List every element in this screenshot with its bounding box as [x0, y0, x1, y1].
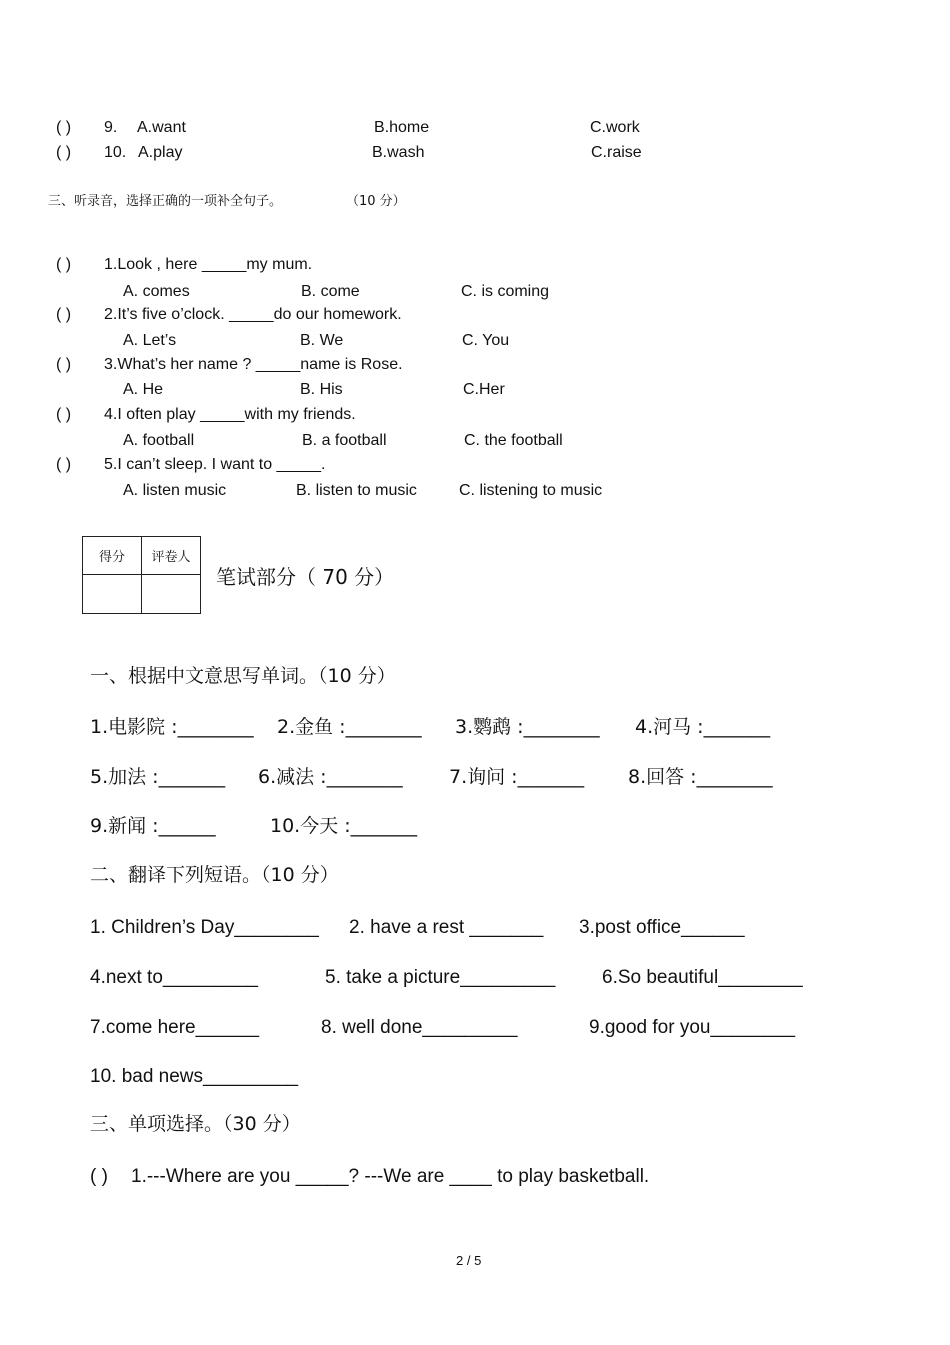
phrase-item: 4.next to_________: [90, 967, 258, 988]
vocab-item: 9.新闻 :______: [90, 815, 216, 837]
option-b: B. a football: [302, 432, 387, 449]
question-number: 9.: [104, 119, 118, 136]
phrase-item: 9.good for you________: [589, 1017, 796, 1038]
grader-label: 评卷人: [142, 537, 201, 575]
question-text: 4.I often play _____with my friends.: [104, 406, 356, 423]
written-part-title: 笔试部分（ 70 分）: [216, 565, 395, 589]
part1-heading: 一、根据中文意思写单词。（10 分）: [90, 665, 396, 687]
option-c: C. is coming: [461, 283, 550, 300]
score-cell: [83, 575, 142, 614]
answer-paren: ( ): [90, 1166, 108, 1187]
vocab-item: 3.鹦鹉 :________: [455, 716, 600, 738]
part3-heading: 三、单项选择。（30 分）: [90, 1113, 301, 1135]
answer-paren: ( ): [56, 406, 72, 423]
section-points: （10 分）: [346, 194, 406, 209]
answer-paren: ( ): [56, 456, 72, 473]
answer-paren: ( ): [56, 306, 72, 323]
page-number: 2 / 5: [456, 1253, 482, 1268]
vocab-item: 2.金鱼 :________: [277, 716, 422, 738]
option-b: B. We: [300, 332, 344, 349]
option-b: B. come: [301, 283, 360, 300]
vocab-item: 4.河马 :_______: [635, 716, 771, 738]
question-text: 3.What’s her name ? _____name is Rose.: [104, 356, 403, 373]
phrase-item: 7.come here______: [90, 1017, 260, 1038]
option-c: C. the football: [464, 432, 563, 449]
phrase-item: 1. Children’s Day________: [90, 917, 319, 938]
phrase-item: 5. take a picture_________: [325, 967, 556, 988]
question-text: 2.It’s five o’clock. _____do our homework.: [104, 306, 402, 323]
option-a: A. football: [123, 432, 195, 449]
phrase-item: 10. bad news_________: [90, 1066, 299, 1087]
question-text: 5.I can’t sleep. I want to _____.: [104, 456, 326, 473]
vocab-item: 5.加法 :_______: [90, 766, 226, 788]
question-text: 1.Look , here _____my mum.: [104, 256, 313, 273]
phrase-item: 3.post office______: [579, 917, 745, 938]
question-number: 10.: [104, 144, 127, 161]
vocab-item: 6.减法 :________: [258, 766, 403, 788]
option-a: A. listen music: [123, 482, 227, 499]
option-a: A. He: [123, 381, 164, 398]
answer-paren: ( ): [56, 144, 72, 161]
option-b: B.wash: [372, 144, 425, 161]
vocab-item: 10.今天 :_______: [270, 815, 418, 837]
option-a: A.play: [138, 144, 183, 161]
option-a: A. Let’s: [123, 332, 177, 349]
option-c: C. listening to music: [459, 482, 603, 499]
option-c: C. You: [462, 332, 510, 349]
score-label: 得分: [83, 537, 142, 575]
option-c: C.raise: [591, 144, 642, 161]
option-c: C.work: [590, 119, 640, 136]
option-b: B. His: [300, 381, 343, 398]
part2-heading: 二、翻译下列短语。（10 分）: [90, 864, 339, 886]
phrase-item: 8. well done_________: [321, 1017, 518, 1038]
option-c: C.Her: [463, 381, 505, 398]
option-a: A. comes: [123, 283, 190, 300]
phrase-item: 2. have a rest _______: [349, 917, 544, 938]
option-a: A.want: [137, 119, 186, 136]
answer-paren: ( ): [56, 119, 72, 136]
vocab-item: 7.询问 :_______: [449, 766, 585, 788]
answer-paren: ( ): [56, 356, 72, 373]
answer-paren: ( ): [56, 256, 72, 273]
phrase-item: 6.So beautiful________: [602, 967, 803, 988]
grader-cell: [142, 575, 201, 614]
score-box: [82, 536, 201, 614]
vocab-item: 1.电影院 :________: [90, 716, 254, 738]
section-heading: 三、听录音，选择正确的一项补全句子。: [48, 194, 283, 209]
option-b: B.home: [374, 119, 430, 136]
vocab-item: 8.回答 :________: [628, 766, 773, 788]
option-b: B. listen to music: [296, 482, 417, 499]
question-text: 1.---Where are you _____? ---We are ____ to play basketball.: [131, 1166, 650, 1187]
